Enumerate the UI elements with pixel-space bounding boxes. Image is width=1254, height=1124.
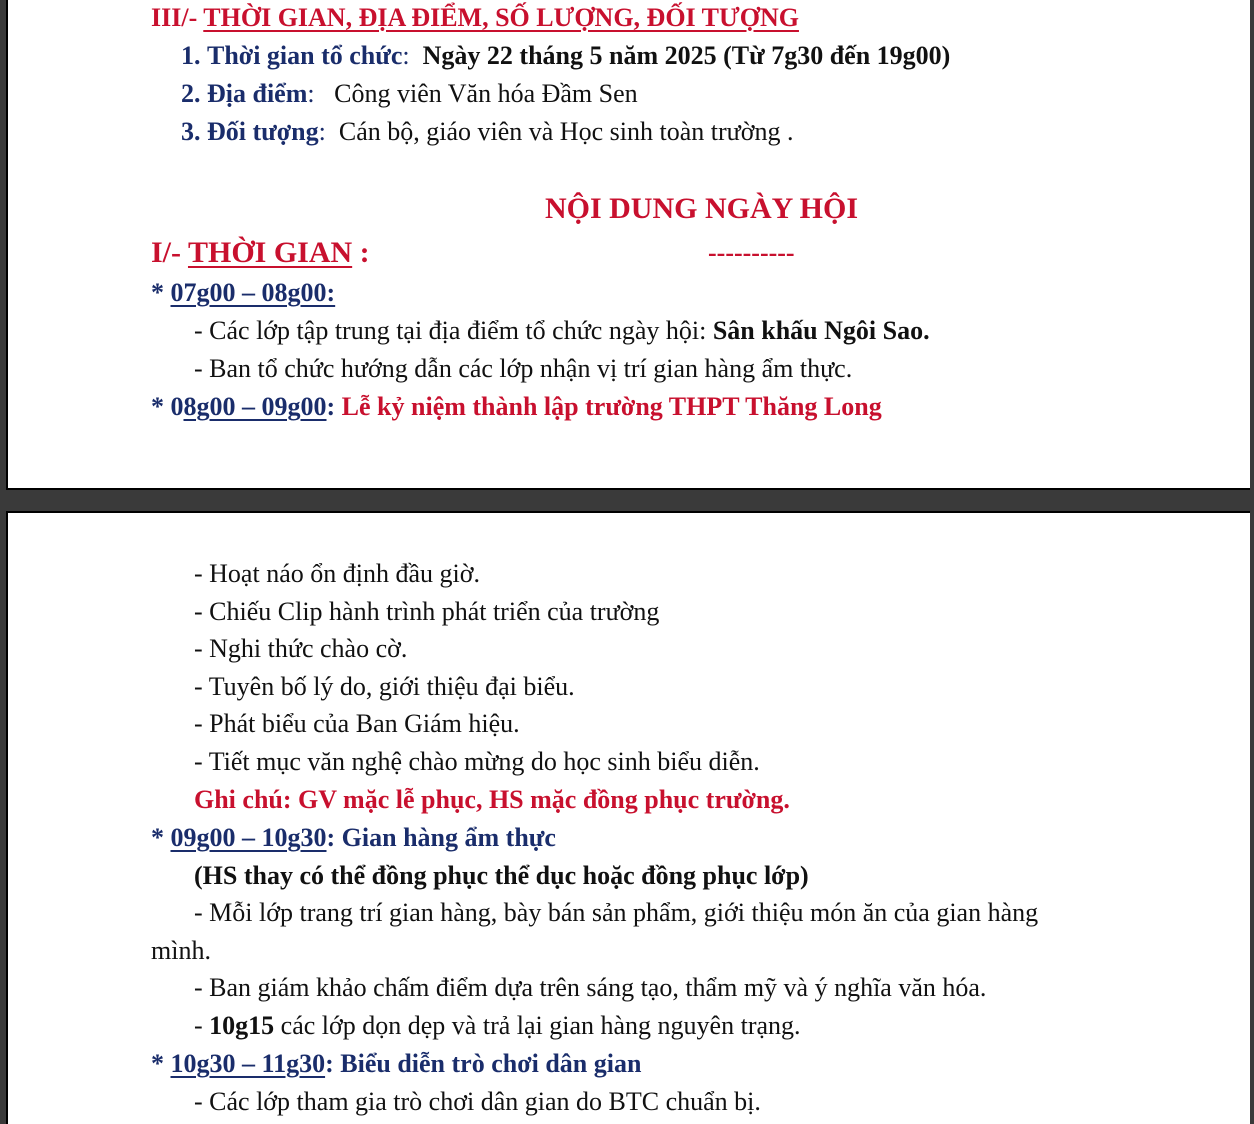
- slot-4-heading: * 10g30 – 11g30: Biểu diễn trò chơi dân gian: [151, 1049, 642, 1078]
- slot-2-bullet-3: - Nghi thức chào cờ.: [194, 634, 408, 663]
- cleanup-time: 10g15: [209, 1011, 275, 1040]
- document-page-1: [6, 0, 1250, 490]
- info-location: 2. Địa điểm: Công viên Văn hóa Đầm Sen: [181, 79, 638, 108]
- info-time: 1. Thời gian tổ chức: Ngày 22 tháng 5 năm 2025 (Từ 7g30 đến 19g00): [181, 41, 951, 70]
- stage-name: Sân khấu Ngôi Sao.: [712, 316, 930, 345]
- slot-2-bullet-4: - Tuyên bố lý do, giới thiệu đại biểu.: [194, 672, 575, 701]
- slot-1-bullet-1: - Các lớp tập trung tại địa điểm tổ chức ngày hội: Sân khấu Ngôi Sao.: [194, 316, 930, 345]
- section-3-heading-text: THỜI GIAN, ĐỊA ĐIỂM, SỐ LƯỢNG, ĐỐI TƯỢNG: [203, 3, 799, 32]
- slot-1-bullet-2: - Ban tổ chức hướng dẫn các lớp nhận vị trí gian hàng ẩm thực.: [194, 354, 853, 383]
- section-3-heading: III/- THỜI GIAN, ĐỊA ĐIỂM, SỐ LƯỢNG, ĐỐI TƯỢNG: [151, 3, 799, 32]
- slot-3-heading: * 09g00 – 10g30: Gian hàng ẩm thực: [151, 823, 556, 852]
- info-audience-value: Cán bộ, giáo viên và Học sinh toàn trường .: [338, 117, 794, 146]
- slot-2-bullet-2: - Chiếu Clip hành trình phát triển của trường: [194, 597, 660, 626]
- slot-3-uniform-note: (HS thay có thể đồng phục thể dục hoặc đồng phục lớp): [194, 861, 809, 890]
- info-time-value: Ngày 22 tháng 5 năm 2025 (Từ 7g30 đến 19g00): [422, 41, 951, 70]
- info-location-value: Công viên Văn hóa Đầm Sen: [334, 79, 638, 108]
- slot-3-time: 09g00 – 10g30: [170, 823, 327, 852]
- slot-3-bullet-1: - Mỗi lớp trang trí gian hàng, bày bán sản phẩm, giới thiệu món ăn của gian hàng: [194, 898, 1039, 927]
- divider-dashes: ----------: [708, 238, 795, 267]
- slot-2-bullet-5: - Phát biểu của Ban Giám hiệu.: [194, 709, 520, 738]
- section-1-heading: I/- THỜI GIAN : ----------: [151, 236, 795, 269]
- slot-2-title: Lễ kỷ niệm thành lập trường THPT Thăng Long: [341, 392, 882, 421]
- slot-1-time: 07g00 – 08g00:: [170, 278, 336, 307]
- slot-2-bullet-1: - Hoạt náo ổn định đầu giờ.: [194, 559, 480, 588]
- info-audience-label: Đối tượng: [207, 117, 319, 146]
- section-1-heading-text: THỜI GIAN: [187, 236, 353, 269]
- slot-4-time: 10g30 – 11g30: [170, 1049, 326, 1078]
- dress-code-note: Ghi chú: GV mặc lễ phục, HS mặc đồng phục trường.: [194, 785, 790, 814]
- document-page-2: [6, 511, 1250, 1124]
- slot-3-bullet-2: - Ban giám khảo chấm điểm dựa trên sáng tạo, thẩm mỹ và ý nghĩa văn hóa.: [194, 973, 987, 1002]
- main-title: NỘI DUNG NGÀY HỘI: [544, 192, 859, 225]
- slot-3-title: Gian hàng ẩm thực: [341, 823, 556, 852]
- slot-2-time: 8g00 – 09g00: [183, 392, 327, 421]
- slot-3-bullet-3: - 10g15 các lớp dọn dẹp và trả lại gian hàng nguyên trạng.: [194, 1011, 801, 1040]
- info-location-label: Địa điểm: [207, 79, 308, 108]
- info-audience: 3. Đối tượng: Cán bộ, giáo viên và Học sinh toàn trường .: [181, 117, 794, 146]
- info-time-label: Thời gian tổ chức: [207, 41, 403, 70]
- slot-2-bullet-6: - Tiết mục văn nghệ chào mừng do học sinh biểu diễn.: [194, 747, 760, 776]
- slot-4-bullet-1: - Các lớp tham gia trò chơi dân gian do BTC chuẩn bị.: [194, 1087, 761, 1116]
- slot-1-heading: * 07g00 – 08g00:: [151, 278, 336, 307]
- slot-4-title: Biểu diễn trò chơi dân gian: [340, 1049, 642, 1078]
- slot-3-bullet-1-cont: mình.: [151, 936, 211, 965]
- slot-2-heading: * 08g00 – 09g00: Lễ kỷ niệm thành lập trường THPT Thăng Long: [151, 392, 882, 421]
